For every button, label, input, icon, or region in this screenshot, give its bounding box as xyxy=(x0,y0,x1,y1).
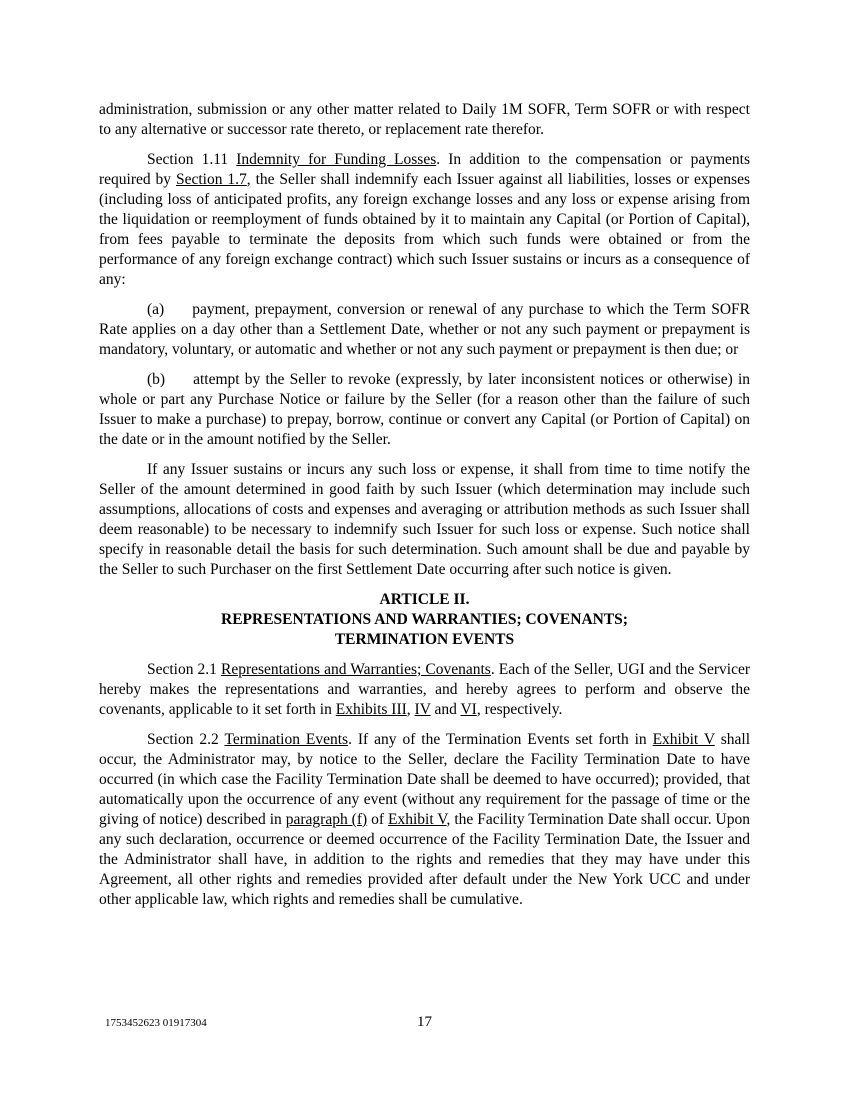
paragraph xyxy=(99,460,750,580)
underlined-text: paragraph (f) xyxy=(285,811,368,828)
text-run: (a) xyxy=(147,301,165,318)
text-run: . Each of the Seller, UGI and the Servicer hereby makes the representations and warranties, and hereby agrees to perform and observe the covenants, applicable to it set forth in xyxy=(99,661,750,718)
footer-doc-id: 1753452623 01917304 xyxy=(105,1017,207,1029)
text-run: and xyxy=(430,701,461,718)
text-run: Section 1.11 xyxy=(147,151,237,168)
underlined-text: Exhibits III xyxy=(335,701,407,718)
text-run: Section 2.2 xyxy=(147,731,225,748)
document-body xyxy=(99,100,750,920)
footer-page-number: 17 xyxy=(417,1014,432,1030)
text-run: Section 2.1 xyxy=(147,661,222,678)
underlined-text: Indemnity for Funding Losses xyxy=(236,151,437,168)
underlined-text: Termination Events xyxy=(224,731,349,748)
paragraph xyxy=(99,730,750,910)
article-heading-line: TERMINATION EVENTS xyxy=(334,631,515,648)
text-run: shall occur, the Administrator may, by notice to the Seller, declare the Facility Termination Date to have occurred (in which case the Facility Termination Date shall be deemed to have occurred); provided, that automatically upon the occurrence of any event (without any requirement for the passage of time or the giving of notice) described in xyxy=(99,731,750,828)
page-footer xyxy=(99,1012,750,1034)
text-run: payment, prepayment, conversion or renewal of any purchase to which the Term SOFR Rate applies on a day other than a Settlement Date, whether or not any such payment or prepayment is mandatory, voluntary, or automatic and whether or not any such payment or prepayment is then due; or xyxy=(99,301,750,358)
paragraph xyxy=(99,660,750,720)
text-run: . In addition to the compensation or payments required by xyxy=(99,151,750,188)
text-run: , the Seller shall indemnify each Issuer against all liabilities, losses or expenses (including loss of anticipated profits, any foreign exchange losses and any loss or expense arising from the liquidation or reemployment of funds obtained by it to maintain any Capital (or Portion of Capital), from fees payable to terminate the deposits from which such funds were obtained or from the performance of any foreign exchange contract) which such Issuer sustains or incurs as a consequence of any: xyxy=(99,171,751,288)
text-run: attempt by the Seller to revoke (expressly, by later inconsistent notices or otherwise) in whole or part any Purchase Notice or failure by the Seller (for a reason other than the failure of such Issuer to make a purchase) to prepay, borrow, continue or convert any Capital (or Portion of Capital) on the date or in the amount notified by the Seller. xyxy=(99,371,750,448)
article-heading-line: ARTICLE II. xyxy=(379,591,470,608)
paragraph xyxy=(99,300,750,360)
underlined-text: IV xyxy=(414,701,431,718)
underlined-text: Exhibit V xyxy=(387,811,447,828)
paragraph xyxy=(99,150,750,290)
underlined-text: VI xyxy=(460,701,477,718)
article-heading-line: REPRESENTATIONS AND WARRANTIES; COVENANTS; xyxy=(221,611,628,628)
text-run: , the Facility Termination Date shall occur. Upon any such declaration, occurrence or deemed occurrence of the Facility Termination Date, the Issuer and the Administrator shall have, in addition to the rights and remedies that they may have under this Agreement, all other rights and remedies provided after default under the New York UCC and under other applicable law, which rights and remedies shall be cumulative. xyxy=(99,811,750,908)
text-run: , xyxy=(406,701,415,718)
text-run: , respectively. xyxy=(476,701,563,718)
paragraph xyxy=(99,370,750,450)
text-run: (b) xyxy=(147,371,166,388)
text-run: . If any of the Termination Events set forth in xyxy=(348,731,653,748)
text-run: of xyxy=(367,811,388,828)
article-heading xyxy=(99,590,750,650)
text-run: administration, submission or any other matter related to Daily 1M SOFR, Term SOFR or with respect to any alternative or successor rate thereto, or replacement rate therefor. xyxy=(99,101,750,138)
text-run: If any Issuer sustains or incurs any such loss or expense, it shall from time to time notify the Seller of the amount determined in good faith by such Issuer (which determination may include such assumptions, allocations of costs and expenses and averaging or attribution methods as such Issuer shall deem reasonable) to be necessary to indemnify such Issuer for such loss or expense. Such notice shall specify in reasonable detail the basis for such determination. Such amount shall be due and payable by the Seller to such Purchaser on the first Settlement Date occurring after such notice is given. xyxy=(99,461,750,578)
underlined-text: Section 1.7 xyxy=(175,171,247,188)
paragraph xyxy=(99,100,750,140)
underlined-text: Exhibit V xyxy=(652,731,715,748)
underlined-text: Representations and Warranties; Covenants xyxy=(221,661,491,678)
